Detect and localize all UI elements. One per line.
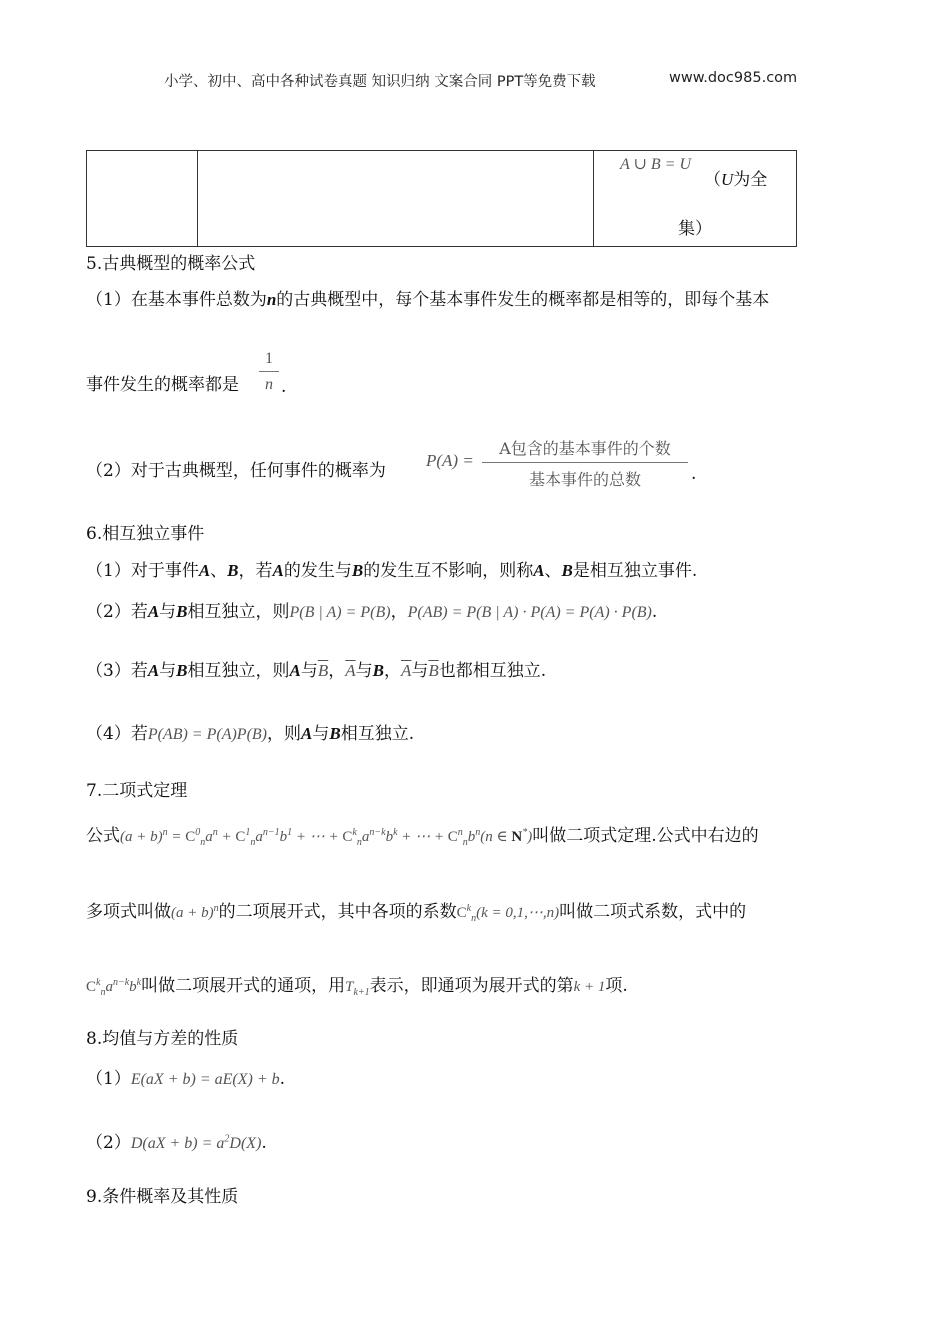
section-6-item-2: （2）若A与B相互独立，则P(B | A) = P(B)，P(AB) = P(B | A) · P(A) = P(A) · P(B). xyxy=(86,602,658,622)
section-7-line-1: 公式$(a + b)^n = C^0_na^n + C^1_na^{n-1}b^1$ + ⋯ + $C^k_na^{n-k}b^k$ + ⋯ + $C^n_nb^n(n$ ∈ N*)叫做二项式定理.公式中右边的 xyxy=(86,826,759,848)
binomial-power: $(a + b)^n$ xyxy=(171,903,219,921)
union-formula: A ∪ B = U xyxy=(620,156,692,173)
section-5-item-2-text: （2）对于古典概型，任何事件的概率为 xyxy=(86,461,386,481)
table-fragment xyxy=(86,150,797,247)
period: . xyxy=(691,464,697,484)
header-website-link[interactable]: www.doc985.com xyxy=(669,70,798,86)
section-5-item-1-line-2: 事件发生的概率都是 xyxy=(86,375,239,395)
section-8-item-1: （1）E(aX + b) = aE(X) + b. xyxy=(86,1069,286,1089)
section-8-item-2: $(2)D(aX + b) = a^2D(X)$. xyxy=(86,1133,267,1153)
section-7-title: 7.二项式定理 xyxy=(86,781,188,801)
table-cell-formula xyxy=(594,151,797,247)
classical-probability-fraction: A包含的基本事件的个数 基本事件的总数 xyxy=(482,436,688,490)
table-cell-empty-1 xyxy=(87,151,198,247)
section-5-title: 5.古典概型的概率公式 xyxy=(86,254,256,274)
section-7-line-2: 多项式叫做$(a + b)^n$的二项展开式，其中各项的系数$C^k_n(k$ = 0,1,⋯,n)叫做二项式系数，式中的 xyxy=(86,902,747,924)
fraction-one-over-n: 1 n xyxy=(259,350,279,394)
section-6-item-4: （4）若P(AB) = P(A)P(B)，则A与B相互独立. xyxy=(86,724,415,744)
header-left-text: 小学、初中、高中各种试卷真题 知识归纳 文案合同 PPT等免费下载 xyxy=(164,74,596,90)
period: . xyxy=(281,377,287,397)
section-8-title: 8.均值与方差的性质 xyxy=(86,1029,239,1049)
binomial-coefficient: $C^k_n$ xyxy=(456,903,477,924)
binomial-theorem-formula: $(a + b)^n = C^0_na^n + C^1_na^{n-1}b^1$ + ⋯ + $C^k_na^{n-k}b^k$ + ⋯ + $C^n_nb^n(n$ ∈ N*) xyxy=(120,827,533,848)
section-5-item-1-line-1: （1）在基本事件总数为n的古典概型中，每个基本事件发生的概率都是相等的，即每个基本 xyxy=(86,290,770,310)
section-6-item-3: （3）若A与B相互独立，则A与$\overline{B}$，$\overline{A}$与B，$\overline{A}$与$\overline{B}$也都相互独立. xyxy=(86,661,547,681)
table-note: （U为全 xyxy=(704,170,768,190)
section-6-title: 6.相互独立事件 xyxy=(86,524,205,544)
probability-lhs: P(A) = xyxy=(426,451,474,470)
general-term: $C^k_na^{n-k}b^k$ xyxy=(86,977,142,998)
table-note-end: 集） xyxy=(678,219,712,239)
term-symbol: $T_{k+1}$ xyxy=(345,979,370,998)
section-9-title: 9.条件概率及其性质 xyxy=(86,1187,239,1207)
table-cell-empty-2 xyxy=(198,151,594,247)
section-7-line-3: $C^k_na^{n-k}b^k$叫做二项展开式的通项，用$T_{k+1}$表示，即通项为展开式的第k + 1项. xyxy=(86,976,628,998)
section-6-item-1: （1）对于事件A、B，若A的发生与B的发生互不影响，则称A、B是相互独立事件. xyxy=(86,561,698,581)
